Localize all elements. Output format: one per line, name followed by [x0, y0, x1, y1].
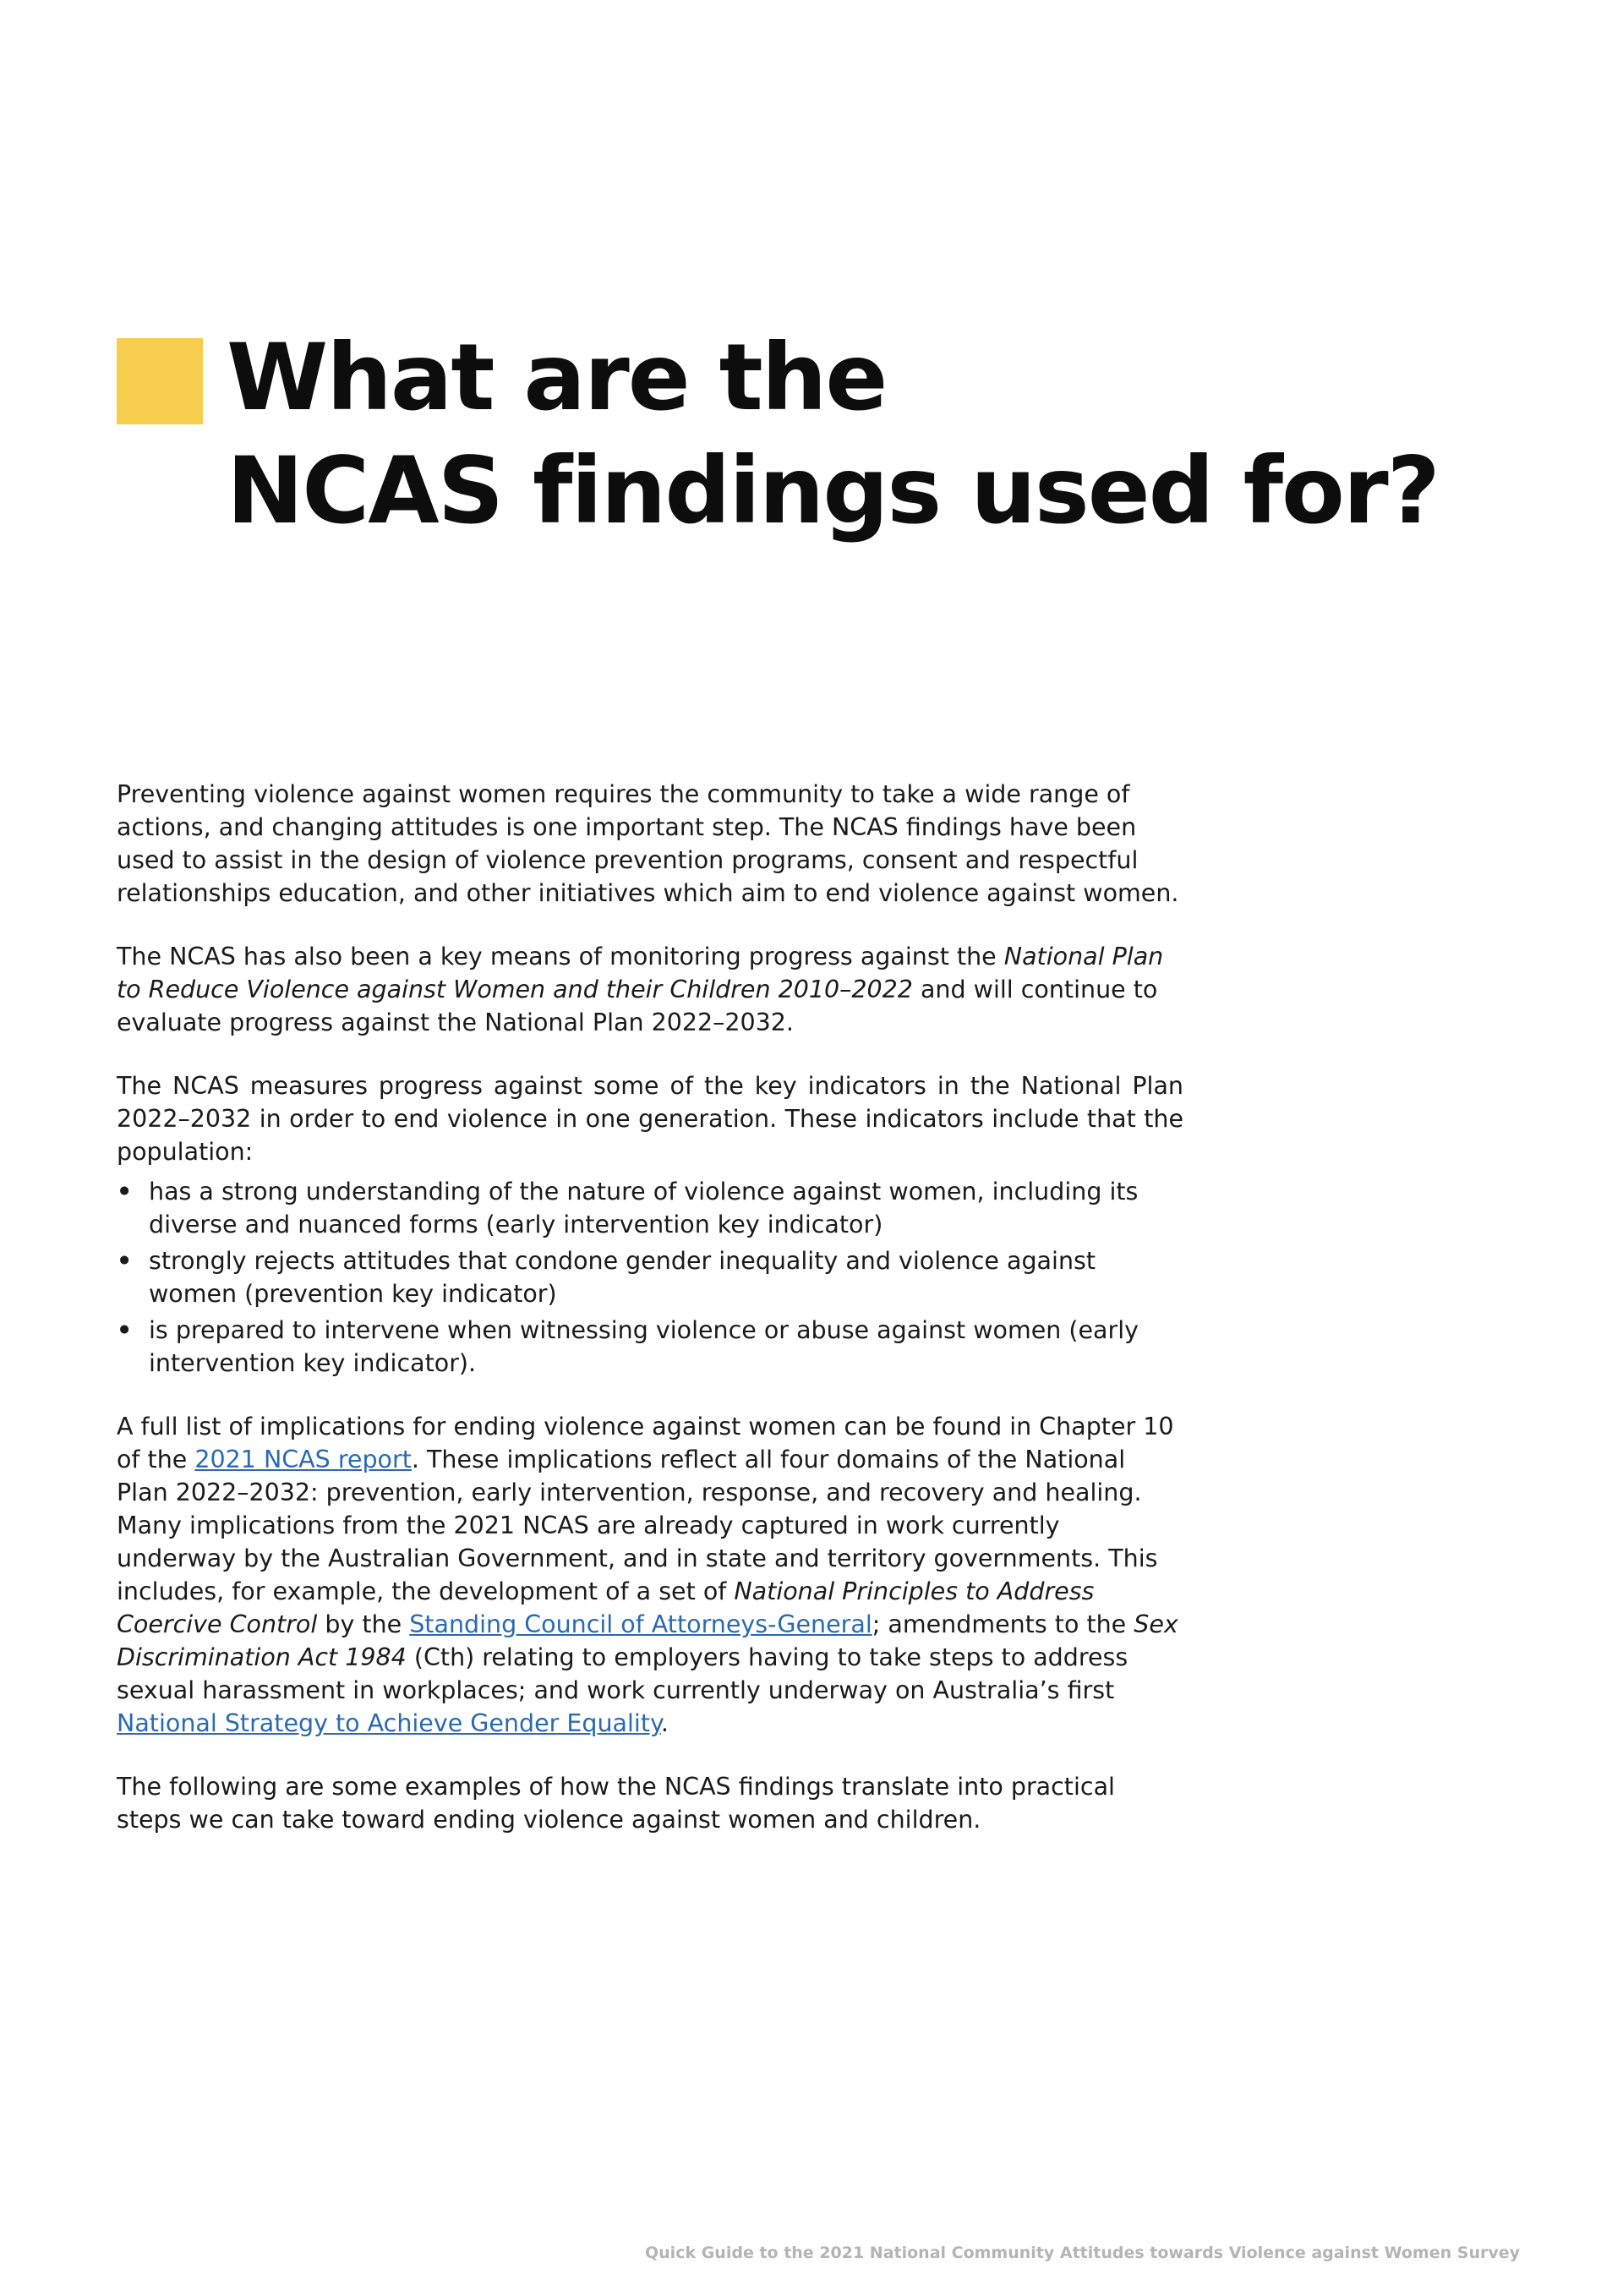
paragraph-text: by the	[317, 1610, 410, 1638]
heading-accent-square	[117, 338, 203, 424]
paragraph-national-plan	[117, 940, 1183, 1039]
page-title-line-2: NCAS findings used for?	[227, 437, 1439, 544]
page-footer: Quick Guide to the 2021 National Community Attitudes towards Violence against Women Survey	[645, 2244, 1520, 2262]
paragraph-text: The NCAS has also been a key means of monitoring progress against the	[117, 943, 1004, 970]
paragraph-text: and will continue to evaluate progress against the National Plan 2022–2032.	[117, 976, 1158, 1036]
sex-discrimination-act-title: Sex Discrimination Act 1984	[117, 1610, 1178, 1671]
list-item: • is prepared to intervene when witnessing violence or abuse against women (early intervention key indicator).	[117, 1314, 1183, 1380]
paragraph-text: (Cth) relating to employers having to take steps to address sexual harassment in workplaces; and work currently underway on Australia’s first	[117, 1643, 1128, 1704]
body-content	[117, 778, 1183, 1867]
coercive-control-principles-title: National Principles to Address Coercive Control	[117, 1577, 1095, 1638]
page-title	[227, 321, 1439, 548]
paragraph-text: .	[660, 1709, 669, 1737]
paragraph-text: . These implications reflect all four domains of the National Plan 2022–2032: prevention, early intervention, response, and recovery and healing. Many implications from the 2021 NCAS are already captured in work currently underway by the Australian Government, and in state and territory governments. This includes, for example, the development of a set of	[117, 1446, 1158, 1605]
paragraph-indicators: The NCAS measures progress against some of the key indicators in the National Plan 2022–2032 in order to end violence in one generation. These indicators include that the population:	[117, 1072, 1183, 1166]
attorneys-general-link[interactable]: Standing Council of Attorneys-General	[409, 1610, 872, 1638]
paragraph-text: A full list of implications for ending violence against women can be found in Chapter 10 of the	[117, 1413, 1174, 1473]
paragraph-examples: The following are some examples of how the NCAS findings translate into practical steps we can take toward ending violence against women and children.	[117, 1773, 1115, 1834]
page-title-line-1: What are the	[227, 324, 887, 431]
paragraph-text: ; amendments to the	[872, 1610, 1134, 1638]
indicator-list	[117, 1175, 1183, 1380]
list-item: • has a strong understanding of the nature of violence against women, including its diverse and nuanced forms (early intervention key indicator)	[117, 1175, 1183, 1241]
ncas-report-link[interactable]: 2021 NCAS report	[194, 1446, 412, 1473]
gender-equality-strategy-link[interactable]: National Strategy to Achieve Gender Equality	[117, 1709, 661, 1737]
paragraph-implications	[117, 1410, 1183, 1740]
national-plan-title: National Plan to Reduce Violence against Women and their Children 2010–2022	[117, 943, 1164, 1003]
paragraph-intro: Preventing violence against women requires the community to take a wide range of actions, and changing attitudes is one important step. The NCAS findings have been used to assist in the design of violence prevention programs, consent and respectful relationships education, and other initiatives which aim to end violence against women.	[117, 780, 1179, 907]
list-item: • strongly rejects attitudes that condone gender inequality and violence against women (prevention key indicator)	[117, 1244, 1183, 1310]
